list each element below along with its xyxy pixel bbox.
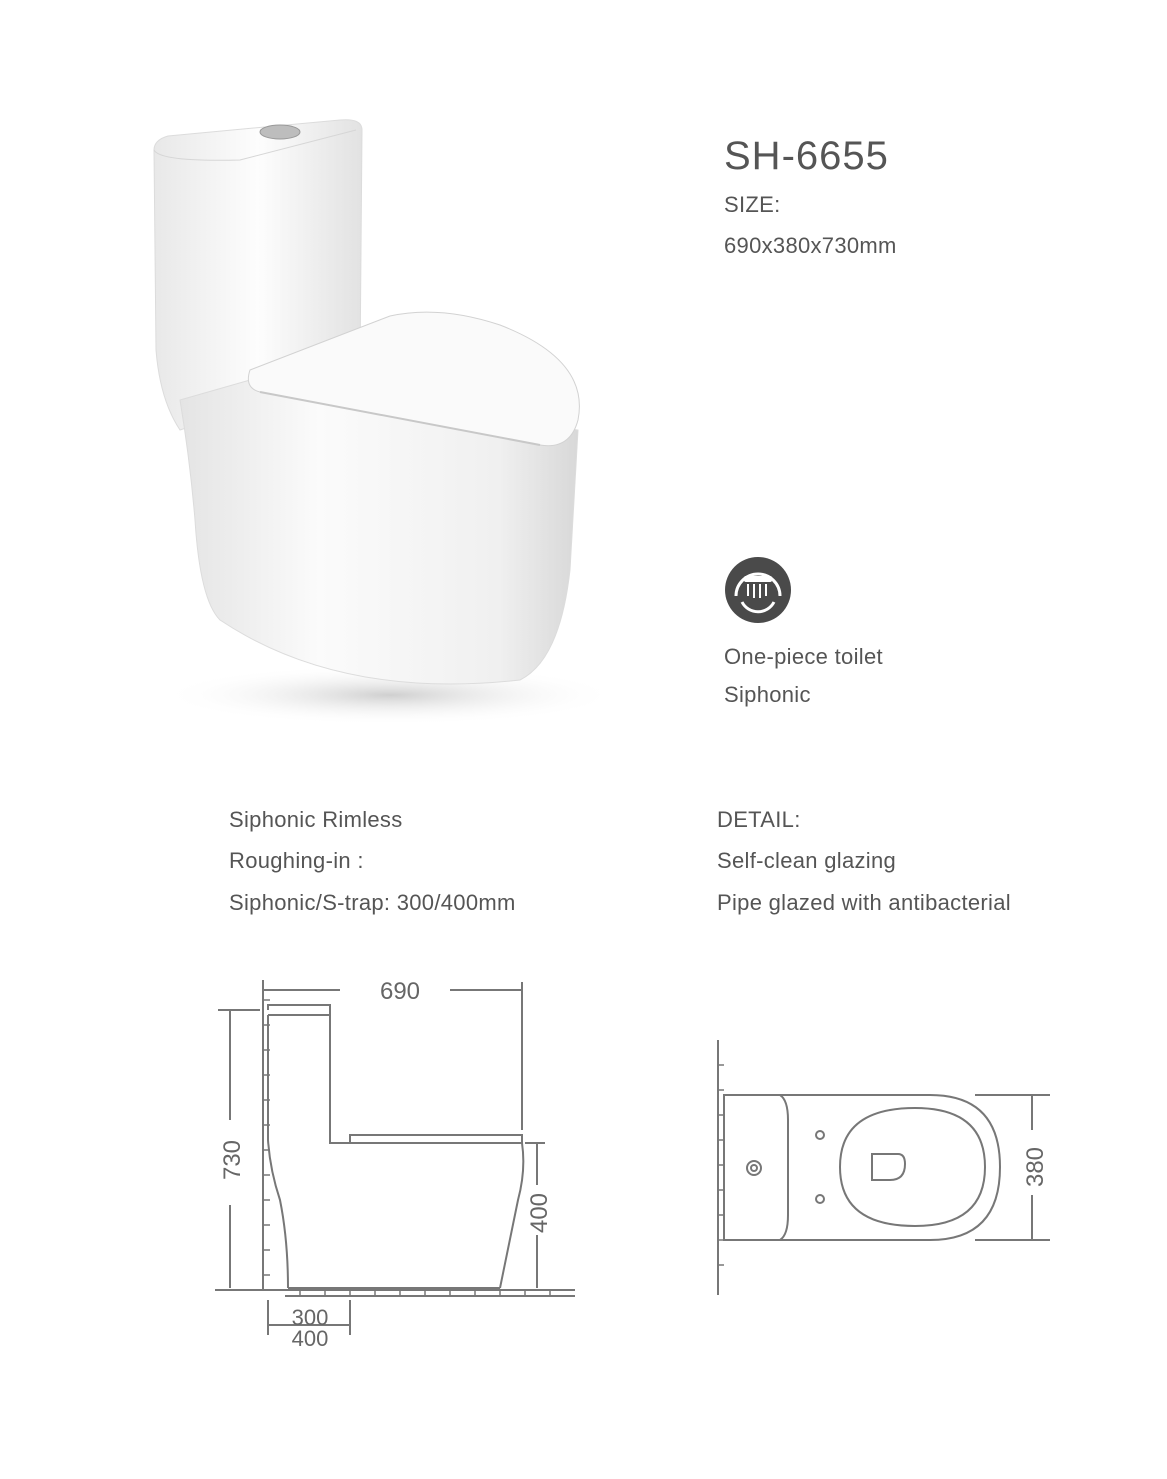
dim-roughing-300: 300	[291, 1305, 329, 1330]
dim-roughing-400: 400	[291, 1326, 329, 1351]
feature-line-2: Siphonic	[724, 682, 811, 707]
product-photo	[140, 100, 600, 740]
spec-right-3: Pipe glazed with antibacterial	[717, 890, 1011, 915]
side-view-drawing	[200, 970, 600, 1360]
dim-depth: 380	[1022, 1146, 1049, 1188]
size-label: SIZE:	[724, 192, 781, 217]
dim-height: 730	[219, 1139, 246, 1181]
spec-left-2: Roughing-in :	[229, 848, 364, 873]
spec-left-3: Siphonic/S-trap: 300/400mm	[229, 890, 516, 915]
spec-right-1: DETAIL:	[717, 807, 801, 832]
siphonic-flush-icon	[724, 556, 792, 624]
dim-seat-height: 400	[526, 1192, 553, 1234]
spec-right-2: Self-clean glazing	[717, 848, 897, 873]
product-model: SH-6655	[724, 134, 889, 178]
dim-width: 690	[379, 978, 421, 1005]
spec-left-1: Siphonic Rimless	[229, 807, 403, 832]
size-value: 690x380x730mm	[724, 233, 897, 258]
top-view-drawing	[700, 1030, 1070, 1310]
feature-line-1: One-piece toilet	[724, 644, 883, 669]
